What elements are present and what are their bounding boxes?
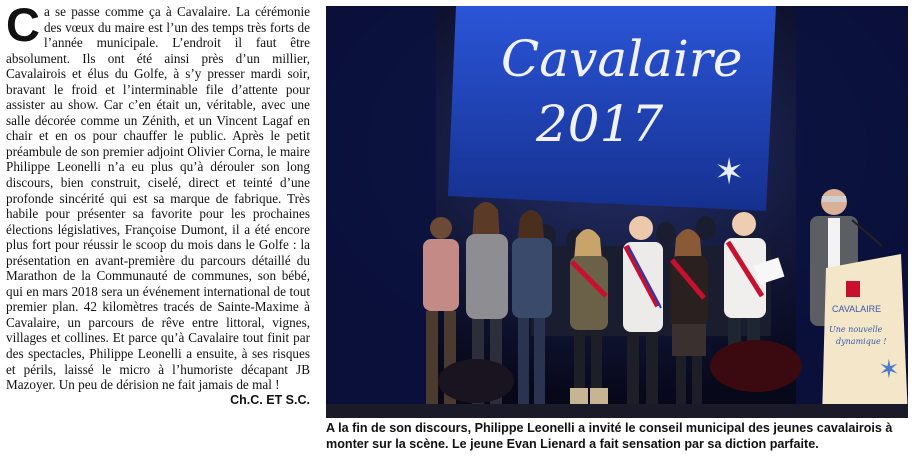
article-text: a se passe comme ça à Cavalaire. La cérémonie des vœux du maire est l’un des temps très forts de l’année municipale. L’endroit il faut être absolument. Ils ont été ainsi près d’un millier, Cavalairois et élus du Golfe, à s’y presser mardi soir, bravant le froid et l’interminable file d’attente pour assister au show. Car c’en était un, véritable, avec une salle décorée comme un Zénith, et un Vincent Lagaf en chair et en os pour chauffer le public. Après le petit préambule de son premier adjoint Olivier Corna, le maire Philippe Leonelli n’a eu plus qu’à dérouler son long discours, bien construit, ciselé, direct et teinté d’une profonde sincérité qui est sa marque de fabrique. Très habile pour présenter sa favorite pour les prochaines élections législatives, Françoise Dumont, il a été encore plus fort pour réussir le scoop du mois dans le Golfe : la présentation en avant-première du parcours détaillé du Marathon de la Communauté de communes, son bébé, qui en mars 2018 sera un événement international de tout premier plan. 42 kilomètres tracés de Sainte-Maxime à Cavalaire, un parcours de rêve entre littoral, vignes, villages et collines. Et parce qu’à Cavalaire tout finit par des spectacles, Philippe Leonelli a ensuite, à ses risques et périls, laissé le micro à l’humoriste décapant JB Mazoyer. Un peu de dérision ne fait jamais de mal ! xyxy=(6,4,310,393)
lectern-starfish-icon: ✶ xyxy=(878,355,900,384)
banner-title: Cavalaire xyxy=(501,30,743,88)
town-crest-icon xyxy=(846,281,860,297)
lectern-town-name: CAVALAIRE xyxy=(832,304,882,314)
drop-cap: C xyxy=(6,4,40,51)
lectern-slogan-2: dynamique ! xyxy=(836,337,887,346)
photo-caption: A la fin de son discours, Philippe Leonelli a invité le conseil municipal des jeunes cavalairois à monter sur la scène. Le jeune Evan Lienard a fait sensation par sa diction parfaite. xyxy=(326,421,893,451)
article-column xyxy=(6,4,310,456)
stage-floor xyxy=(326,404,908,418)
stage-scene xyxy=(326,6,908,418)
event-photo xyxy=(326,6,908,418)
left-curtain xyxy=(326,6,436,418)
article-body xyxy=(6,4,310,407)
lectern-slogan-1: Une nouvelle xyxy=(829,325,883,334)
author-signature: Ch.C. ET S.C. xyxy=(230,392,310,407)
starfish-icon: ✶ xyxy=(714,152,745,192)
lectern xyxy=(822,254,908,418)
banner-year: 2017 xyxy=(536,95,664,153)
